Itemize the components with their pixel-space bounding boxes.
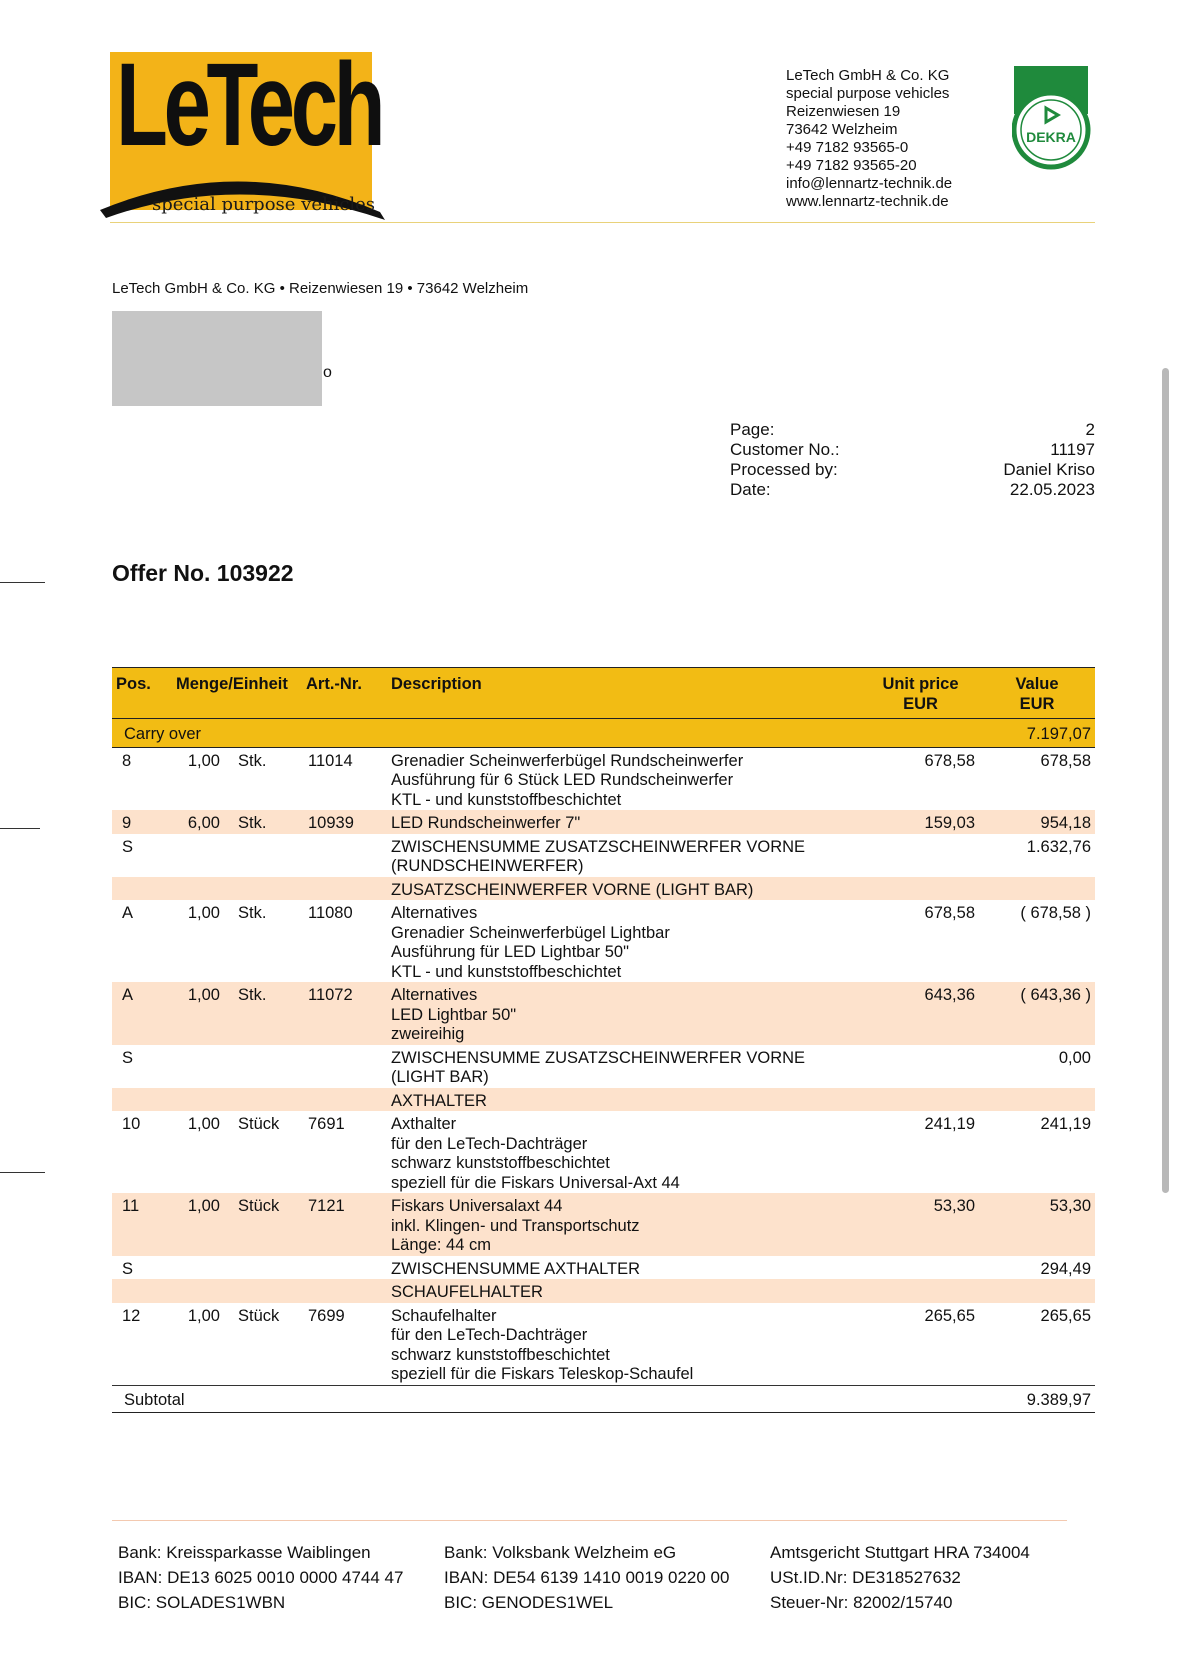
carry-over-value: 7.197,07 xyxy=(979,719,1095,748)
description-line: Grenadier Scheinwerferbügel Lightbar xyxy=(391,923,670,942)
item-value: 294,49 xyxy=(1040,1259,1091,1278)
description-line: Alternatives xyxy=(391,904,478,922)
description-line: Fiskars Universalaxt 44 xyxy=(391,1197,563,1215)
item-pos: 10 xyxy=(122,1115,141,1133)
item-pos: A xyxy=(112,982,172,1045)
subtotal-value: 9.389,97 xyxy=(979,1385,1095,1413)
meta-row xyxy=(730,480,1095,500)
item-unit xyxy=(224,1256,302,1280)
description-line: Länge: 44 cm xyxy=(391,1236,491,1254)
item-value: 0,00 xyxy=(1058,1048,1091,1067)
footer-line: Bank: Kreissparkasse Waiblingen xyxy=(118,1543,371,1562)
footer-line: IBAN: DE54 6139 1410 0019 0220 00 xyxy=(444,1568,730,1587)
item-quantity: 6,00 xyxy=(172,810,224,834)
item-description xyxy=(387,1193,862,1256)
description-line: Grenadier Scheinwerferbügel Rundscheinwerfer xyxy=(391,751,744,770)
item-unit-price: 241,19 xyxy=(924,1115,975,1133)
item-unit-price xyxy=(862,877,979,901)
company-address xyxy=(786,67,952,211)
table-row xyxy=(112,834,1095,877)
item-unit-price: 643,36 xyxy=(862,982,979,1045)
description-line: ZUSATZSCHEINWERFER VORNE (LIGHT BAR) xyxy=(391,880,754,899)
table-row xyxy=(112,747,1095,810)
description-line: für den LeTech-Dachträger xyxy=(391,1326,588,1344)
logo-wordmark: LeTech xyxy=(116,39,382,171)
table-row xyxy=(112,1279,1095,1303)
meta-value: Daniel Kriso xyxy=(1003,460,1095,479)
scrollbar[interactable] xyxy=(1162,368,1169,1193)
footer-line: IBAN: DE13 6025 0010 0000 4744 47 xyxy=(118,1568,404,1587)
item-pos: S xyxy=(122,1048,134,1067)
item-pos: S xyxy=(122,837,134,856)
description-line: KTL - und kunststoffbeschichtet xyxy=(391,790,622,809)
item-description xyxy=(387,810,862,834)
item-pos: 8 xyxy=(122,751,132,770)
table-row xyxy=(112,877,1095,901)
item-description xyxy=(387,1111,862,1193)
item-quantity: 1,00 xyxy=(172,982,224,1045)
table-row xyxy=(112,1088,1095,1112)
item-art-no: 7699 xyxy=(308,1306,345,1325)
company-logo xyxy=(100,39,385,222)
dekra-seal xyxy=(1012,64,1092,170)
table-row xyxy=(112,1045,1095,1088)
item-art-no xyxy=(302,1088,387,1112)
item-unit-price xyxy=(862,1045,979,1088)
item-quantity: 1,00 xyxy=(187,1115,220,1133)
item-art-no xyxy=(302,877,387,901)
col-pos: Pos. xyxy=(112,668,172,719)
description-line: schwarz kunststoffbeschichtet xyxy=(391,1154,610,1172)
description-line: Schaufelhalter xyxy=(391,1306,497,1325)
item-art-no: 7691 xyxy=(308,1115,345,1133)
table-row xyxy=(112,982,1095,1045)
item-art-no xyxy=(302,1256,387,1280)
footer-line: Bank: Volksbank Welzheim eG xyxy=(444,1543,677,1562)
footer-line: Amtsgericht Stuttgart HRA 734004 xyxy=(770,1543,1030,1562)
footer-column xyxy=(770,1540,1096,1615)
item-quantity xyxy=(172,1088,224,1112)
footer-line: USt.ID.Nr: DE318527632 xyxy=(770,1568,961,1587)
item-pos: A xyxy=(122,904,134,922)
description-line: Ausführung für 6 Stück LED Rundscheinwerfer xyxy=(391,771,734,789)
item-value: 53,30 xyxy=(979,1193,1095,1256)
item-description xyxy=(387,1303,862,1386)
item-art-no xyxy=(302,1045,387,1088)
item-quantity xyxy=(172,1256,224,1280)
col-unit-price: Unit price EUR xyxy=(862,668,979,719)
table-row xyxy=(112,900,1095,982)
item-unit-price: 159,03 xyxy=(862,810,979,834)
item-art-no xyxy=(302,834,387,877)
item-quantity xyxy=(172,877,224,901)
table-header-row xyxy=(112,668,1095,719)
description-line: ZWISCHENSUMME AXTHALTER xyxy=(391,1259,641,1278)
description-line: inkl. Klingen- und Transportschutz xyxy=(391,1216,640,1235)
item-value: 678,58 xyxy=(1040,751,1091,770)
item-description xyxy=(387,1045,862,1088)
item-art-no: 11080 xyxy=(308,904,353,922)
document-meta xyxy=(730,420,1095,500)
footer-line: BIC: GENODES1WEL xyxy=(444,1593,614,1612)
item-value: 241,19 xyxy=(1040,1115,1091,1133)
meta-label: Customer No.: xyxy=(730,440,840,459)
col-desc: Description xyxy=(387,668,862,719)
table-row xyxy=(112,1193,1095,1256)
description-line: für den LeTech-Dachträger xyxy=(391,1134,588,1153)
description-line: SCHAUFELHALTER xyxy=(391,1283,543,1301)
footer-column xyxy=(118,1540,444,1615)
item-value: 954,18 xyxy=(979,810,1095,834)
logo-tagline: special purpose vehicles xyxy=(152,194,376,215)
item-value xyxy=(979,1279,1095,1303)
item-value: 1.632,76 xyxy=(1026,837,1091,856)
company-line: special purpose vehicles xyxy=(786,85,950,102)
footer-divider xyxy=(112,1520,1067,1521)
footer-bank-info xyxy=(118,1540,1108,1615)
meta-value: 11197 xyxy=(1050,440,1095,459)
item-art-no: 7121 xyxy=(302,1193,387,1256)
fold-mark xyxy=(0,582,45,583)
item-unit: Stk. xyxy=(238,751,267,770)
item-unit: Stück xyxy=(224,1193,302,1256)
item-quantity: 1,00 xyxy=(187,751,220,770)
item-unit-price xyxy=(862,1279,979,1303)
item-unit xyxy=(224,834,302,877)
recipient-tail: o xyxy=(323,364,332,381)
item-value: ( 643,36 ) xyxy=(979,982,1095,1045)
item-pos: 9 xyxy=(112,810,172,834)
item-unit: Stk. xyxy=(224,810,302,834)
footer-column xyxy=(444,1540,770,1615)
table-row xyxy=(112,1111,1095,1193)
item-pos xyxy=(112,1088,172,1112)
item-value: 265,65 xyxy=(1040,1306,1091,1325)
company-line: Reizenwiesen 19 xyxy=(786,103,901,120)
item-description xyxy=(387,1088,862,1112)
description-line: ZWISCHENSUMME ZUSATZSCHEINWERFER VORNE xyxy=(391,837,806,856)
item-description xyxy=(387,1256,862,1280)
table-row xyxy=(112,1303,1095,1386)
item-description xyxy=(387,834,862,877)
item-quantity xyxy=(172,1045,224,1088)
item-quantity xyxy=(172,1279,224,1303)
item-unit-price: 678,58 xyxy=(924,751,975,770)
meta-label: Page: xyxy=(730,420,775,439)
item-pos: 11 xyxy=(112,1193,172,1256)
fold-mark xyxy=(0,828,40,829)
item-unit-price: 265,65 xyxy=(924,1306,975,1325)
company-line: www.lennartz-technik.de xyxy=(786,193,949,210)
item-value: ( 678,58 ) xyxy=(1020,904,1091,922)
description-line: (RUNDSCHEINWERFER) xyxy=(391,857,584,875)
item-unit-price xyxy=(862,1088,979,1112)
item-pos xyxy=(112,877,172,901)
item-art-no: 10939 xyxy=(302,810,387,834)
company-line: LeTech GmbH & Co. KG xyxy=(786,67,950,84)
description-line: LED Rundscheinwerfer 7" xyxy=(391,814,581,832)
table-row xyxy=(112,810,1095,834)
company-line: info@lennartz-technik.de xyxy=(786,175,953,192)
offer-title: Offer No. 103922 xyxy=(112,560,294,586)
meta-value: 2 xyxy=(1085,420,1095,439)
fold-mark xyxy=(0,1172,45,1173)
meta-row xyxy=(730,460,1095,480)
item-quantity: 1,00 xyxy=(172,1193,224,1256)
item-art-no xyxy=(302,1279,387,1303)
meta-row xyxy=(730,420,1095,440)
item-unit-price: 678,58 xyxy=(924,904,975,922)
item-unit: Stück xyxy=(238,1115,280,1133)
company-line: 73642 Welzheim xyxy=(786,121,898,138)
subtotal-label: Subtotal xyxy=(112,1385,979,1413)
description-line: (LIGHT BAR) xyxy=(391,1068,489,1086)
item-pos xyxy=(112,1279,172,1303)
meta-label: Processed by: xyxy=(730,460,838,479)
item-quantity: 1,00 xyxy=(187,1306,220,1325)
item-unit-price xyxy=(862,834,979,877)
item-unit-price xyxy=(862,1256,979,1280)
description-line: schwarz kunststoffbeschichtet xyxy=(391,1345,610,1364)
carry-over-row xyxy=(112,719,1095,748)
description-line: Ausführung für LED Lightbar 50" xyxy=(391,943,629,961)
item-unit xyxy=(224,1045,302,1088)
item-pos: 12 xyxy=(122,1306,141,1325)
carry-over-label: Carry over xyxy=(112,719,979,748)
item-unit-price: 53,30 xyxy=(862,1193,979,1256)
description-line: ZWISCHENSUMME ZUSATZSCHEINWERFER VORNE xyxy=(391,1048,806,1067)
item-unit xyxy=(224,877,302,901)
item-unit: Stück xyxy=(238,1306,280,1325)
item-description xyxy=(387,877,862,901)
item-art-no: 11014 xyxy=(308,751,353,770)
company-line: +49 7182 93565-20 xyxy=(786,157,917,174)
col-qty: Menge/Einheit xyxy=(172,668,302,719)
meta-row xyxy=(730,440,1095,460)
item-unit xyxy=(224,1088,302,1112)
sender-line: LeTech GmbH & Co. KG • Reizenwiesen 19 • 73642 Welzheim xyxy=(112,280,529,297)
description-line: KTL - und kunststoffbeschichtet xyxy=(391,962,622,981)
redacted-recipient xyxy=(112,311,322,406)
item-art-no: 11072 xyxy=(302,982,387,1045)
dekra-label: DEKRA xyxy=(1026,129,1076,145)
col-value: Value EUR xyxy=(979,668,1095,719)
offer-items-table xyxy=(112,667,1095,1413)
item-description xyxy=(387,982,862,1045)
description-line: zweireihig xyxy=(391,1025,465,1043)
meta-value: 22.05.2023 xyxy=(1009,480,1095,499)
item-quantity: 1,00 xyxy=(187,904,220,922)
footer-line: Steuer-Nr: 82002/15740 xyxy=(770,1593,953,1612)
table-row xyxy=(112,1256,1095,1280)
header-divider xyxy=(110,222,1095,223)
description-line: speziell für die Fiskars Universal-Axt 44 xyxy=(391,1173,680,1192)
item-description xyxy=(387,747,862,810)
meta-label: Date: xyxy=(730,480,771,499)
item-unit: Stk. xyxy=(224,982,302,1045)
item-description xyxy=(387,900,862,982)
item-description xyxy=(387,1279,862,1303)
item-unit: Stk. xyxy=(238,904,267,922)
subtotal-row xyxy=(112,1385,1095,1413)
item-quantity xyxy=(172,834,224,877)
company-line: +49 7182 93565-0 xyxy=(786,139,909,156)
description-line: speziell für die Fiskars Teleskop-Schaufel xyxy=(391,1365,694,1383)
item-value xyxy=(979,877,1095,901)
description-line: AXTHALTER xyxy=(391,1091,487,1110)
footer-line: BIC: SOLADES1WBN xyxy=(118,1593,286,1612)
description-line: Axthalter xyxy=(391,1115,457,1133)
col-art: Art.-Nr. xyxy=(302,668,387,719)
item-value xyxy=(979,1088,1095,1112)
description-line: Alternatives xyxy=(391,986,478,1004)
description-line: LED Lightbar 50" xyxy=(391,1005,517,1024)
item-unit xyxy=(224,1279,302,1303)
item-pos: S xyxy=(122,1259,134,1278)
